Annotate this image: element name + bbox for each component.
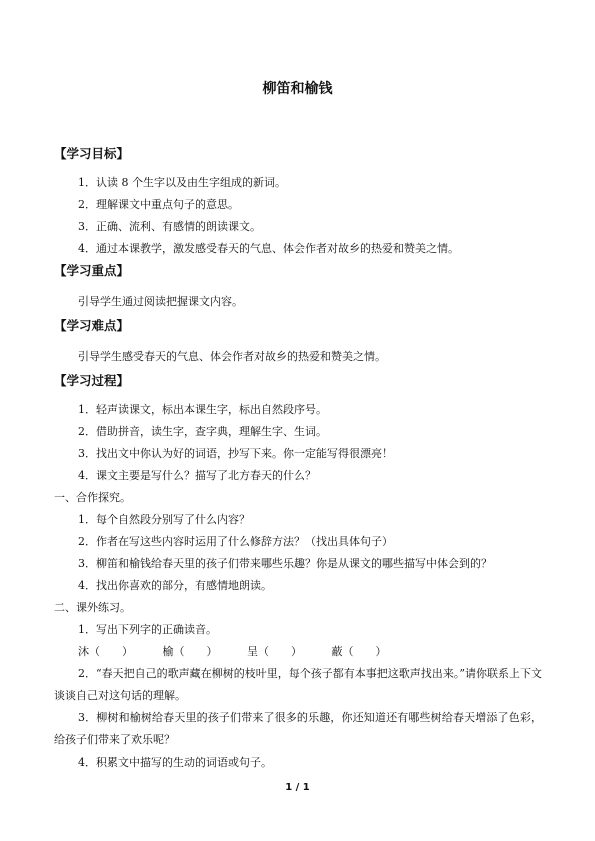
pinyin-blank-cheng: 呈（ ） — [247, 645, 302, 658]
pinyin-blank-yu: 榆（ ） — [162, 645, 218, 658]
pinyin-row — [78, 644, 413, 659]
goal-item-4: 4．通过本课教学，激发感受春天的气息、体会作者对故乡的热爱和赞美之情。 — [78, 242, 459, 255]
focus-text: 引导学生通过阅读把握课文内容。 — [78, 295, 243, 308]
process-item-2: 2．借助拼音，读生字，查字典，理解生字、生词。 — [78, 425, 327, 438]
goal-item-2: 2．理解课文中重点句子的意思。 — [78, 198, 239, 211]
page-number: 1 / 1 — [285, 782, 310, 793]
goal-item-1: 1．认读 8 个生字以及由生字组成的新词。 — [78, 176, 286, 189]
practice-item-2: 2．“春天把自己的歌声藏在柳树的枝叶里，每个孩子都有本事把这歌声找出来。”请你联系上下文谈谈自己对这句话的理解。 — [54, 667, 542, 702]
practice-item-4: 4．积累文中描写的生动的词语或句子。 — [78, 756, 272, 769]
focus-heading: 【学习重点】 — [54, 263, 130, 278]
process-item-4: 4．课文主要是写什么？描写了北方春天的什么？ — [78, 469, 316, 482]
goals-heading: 【学习目标】 — [54, 146, 130, 161]
practice-item-1: 1．写出下列字的正确读音。 — [78, 623, 217, 636]
process-item-3: 3．找出文中你认为好的词语，抄写下来。你一定能写得很漂亮！ — [78, 447, 393, 460]
pinyin-blank-mu: 沐（ ） — [78, 645, 133, 658]
practice-item-3: 3．柳树和榆树给春天里的孩子们带来了很多的乐趣，你还知道还有哪些树给春天增添了色彩，给孩子们带来了欢乐呢？ — [54, 711, 542, 746]
cooperation-heading: 一、合作探究。 — [54, 491, 131, 504]
pinyin-blank-bi: 蔽（ ） — [331, 645, 387, 658]
process-item-1: 1．轻声读课文，标出本课生字，标出自然段序号。 — [78, 403, 327, 416]
cooperation-item-3: 3．柳笛和榆钱给春天里的孩子们带来哪些乐趣？你是从课文的哪些描写中体会到的？ — [78, 557, 492, 570]
page-title: 柳笛和榆钱 — [262, 81, 333, 97]
process-heading: 【学习过程】 — [54, 373, 130, 388]
cooperation-item-4: 4．找出你喜欢的部分，有感情地朗读。 — [78, 579, 272, 592]
difficulty-heading: 【学习难点】 — [54, 318, 130, 333]
cooperation-item-1: 1．每个自然段分别写了什么内容？ — [78, 513, 250, 526]
cooperation-item-2: 2．作者在写这些内容时运用了什么修辞方法？（找出具体句子） — [78, 535, 393, 548]
difficulty-text: 引导学生感受春天的气息、体会作者对故乡的热爱和赞美之情。 — [78, 350, 386, 363]
goal-item-3: 3．正确、流利、有感情的朗读课文。 — [78, 220, 261, 233]
practice-heading: 二、课外练习。 — [54, 601, 131, 614]
